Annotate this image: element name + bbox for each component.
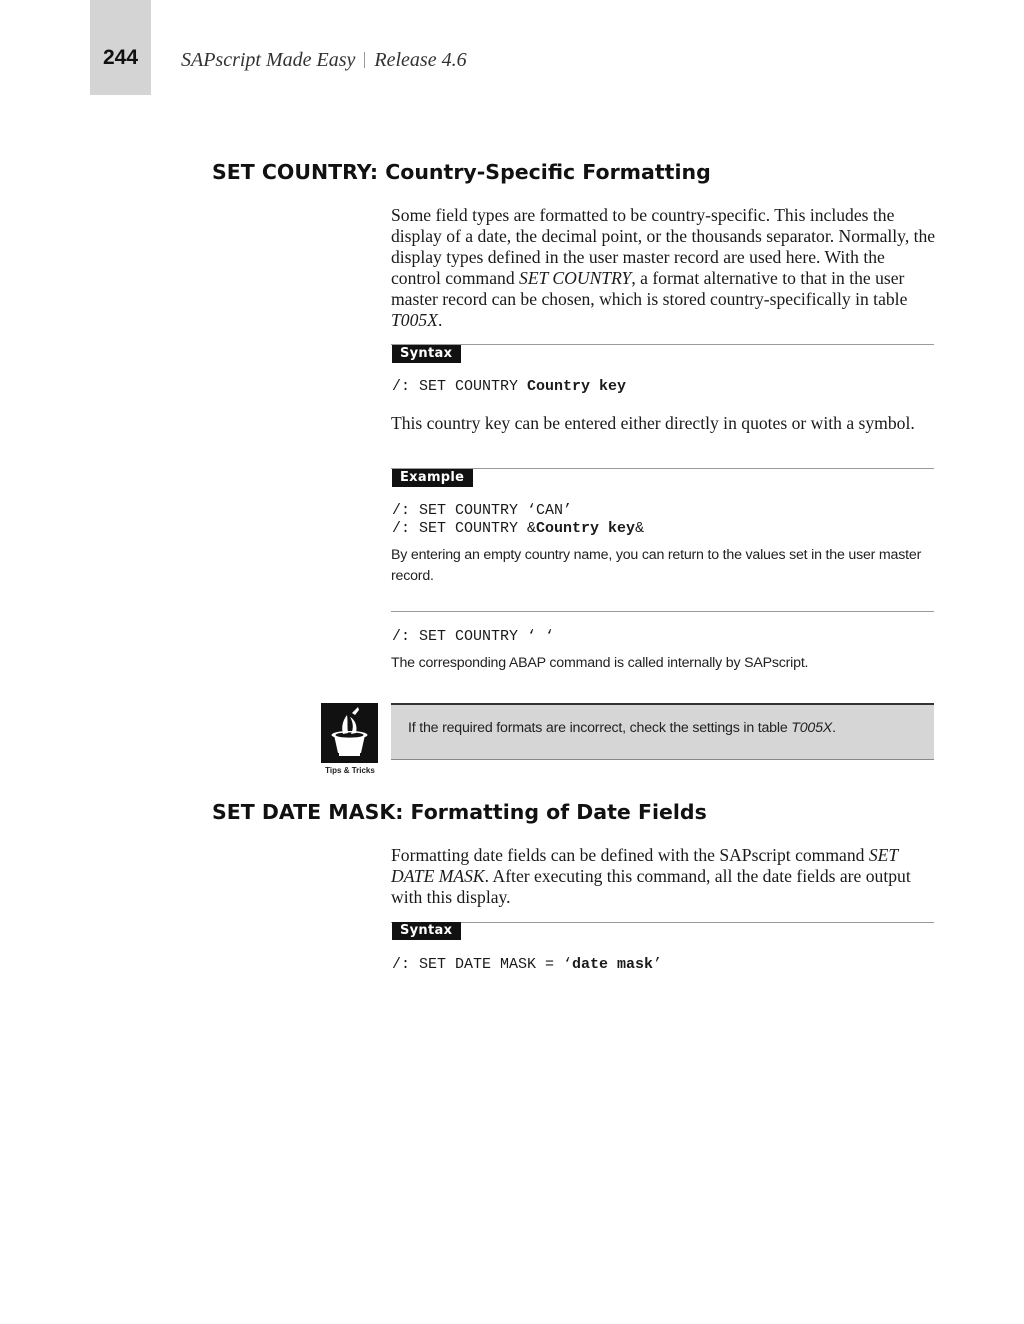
divider-rule [391,344,934,345]
intro-text: Formatting date fields can be defined with the SAPscript command [391,845,869,865]
date-mask-syntax-code [392,956,662,974]
set-country-intro [391,205,936,331]
magic-hat-svg [321,703,378,763]
country-key-note: This country key can be entered either directly in quotes or with a symbol. [391,413,915,433]
code-text: ’ [653,956,663,973]
intro-command: SET COUNTRY [519,268,632,288]
intro-command: SET DATE MASK [391,845,898,886]
code-text: /: SET DATE MASK = ‘ [392,956,573,973]
tip-text [408,720,836,736]
divider-rule [391,611,934,612]
header-divider [364,52,365,68]
code-text: & [635,520,645,537]
page-number: 244 [102,46,139,69]
intro-text: . [437,310,443,330]
tips-caption: Tips & Tricks [325,766,375,775]
page-number-tab [90,0,151,95]
intro-text: , a format alternative to that in the user master record can be chosen, which is stored country-specifically in table [391,268,908,309]
empty-country-code: /: SET COUNTRY ‘ ‘ [392,628,555,645]
abap-note: The corresponding ABAP command is called internally by SAPscript. [391,655,809,671]
divider-rule [391,922,934,923]
tip-table-name: T005X [791,720,833,736]
intro-text: . After executing this command, all the date fields are output with this display. [391,866,911,907]
intro-table-name: T005X [391,310,438,330]
tip-text-part: If the required formats are incorrect, check the settings in table [408,720,792,736]
syntax-label: Syntax [392,922,461,940]
example-code-line-1: /: SET COUNTRY ‘CAN’ [392,502,573,519]
running-head [181,49,467,72]
release-label: Release 4.6 [374,49,467,71]
code-parameter: Country key [536,520,636,537]
code-text: /: SET COUNTRY & [392,520,537,537]
section-heading-set-country: SET COUNTRY: Country-Specific Formatting [212,160,711,184]
code-text: /: SET COUNTRY [392,378,528,395]
empty-country-note: By entering an empty country name, you can return to the values set in the user master record. [391,547,922,584]
example-label: Example [392,469,473,487]
example-code-line-2 [392,520,644,538]
intro-text: Some field types are formatted to be country-specific. This includes the display of a date, the decimal point, or the thousands separator. Normally, the display types defined in the user master record are used here. With the control command [391,205,936,288]
tip-text-part: . [832,720,836,736]
set-date-mask-intro [391,845,936,908]
syntax-label: Syntax [392,345,461,363]
syntax-code [392,378,626,396]
section-heading-set-date-mask: SET DATE MASK: Formatting of Date Fields [212,800,707,824]
code-parameter: date mask [572,956,654,973]
tip-box [391,703,934,760]
magic-hat-icon [321,703,378,763]
book-title: SAPscript Made Easy [181,49,356,71]
code-parameter: Country key [527,378,627,395]
